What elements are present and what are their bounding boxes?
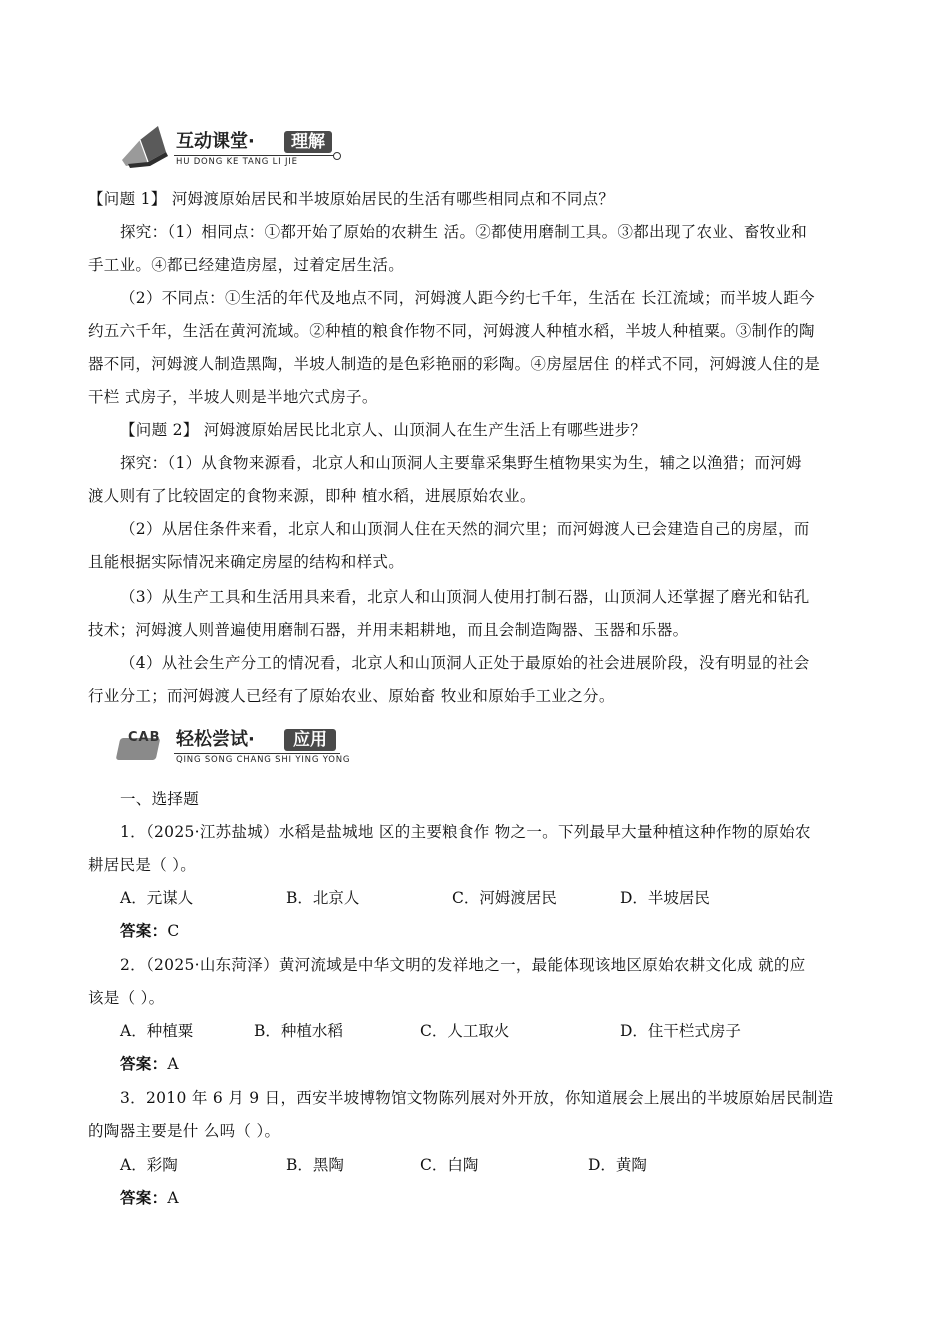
exercise-3-line-1: 3．2010 年 6 月 9 日，西安半坡博物馆文物陈列展对外开放，你知道展会上展出的半坡原始居民制造: [120, 1089, 834, 1107]
circle-ornament-icon: [332, 151, 342, 161]
banner-main-text: 互动课堂·: [176, 131, 255, 152]
exercise-1-line-1: 1．（2025·江苏盐城）水稻是盐城地 区的主要粮食作 物之一。下列最早大量种植这种作物的原始农: [120, 823, 811, 841]
banner-pinyin: QING SONG CHANG SHI YING YONG: [176, 755, 351, 765]
exercise-heading: 一、选择题: [120, 790, 200, 808]
answer-label: 答案：: [120, 1188, 168, 1207]
exercise-1-option-c[interactable]: C．河姆渡居民: [452, 889, 557, 907]
exercise-3-option-b[interactable]: B．黑陶: [286, 1156, 344, 1174]
exercise-2-answer: [120, 1047, 900, 1081]
q2-explore-line-5: （3）从生产工具和生活用具来看，北京人和山顶洞人使用打制石器，山顶洞人还掌握了磨光和钻孔: [120, 588, 810, 606]
banner-underline: [174, 753, 340, 754]
q2-explore-line-7: （4）从社会生产分工的情况看，北京人和山顶洞人正处于最原始的社会进展阶段，没有明显的社会: [120, 654, 810, 672]
exercise-3-option-c[interactable]: C．白陶: [420, 1156, 479, 1174]
exercise-1-option-a[interactable]: A．元谋人: [120, 889, 194, 907]
banner-highlight: 理解: [284, 131, 332, 153]
q2-explore-line-1: 探究：（1）从食物来源看，北京人和山顶洞人主要靠采集野生植物果实为生，辅之以渔猎；而河姆: [120, 454, 802, 472]
exercise-2-option-a[interactable]: A．种植粟: [120, 1022, 194, 1040]
logo-letters: CAB: [128, 730, 161, 745]
banner-pinyin: HU DONG KE TANG LI JIE: [176, 157, 298, 167]
exercise-2-line-1: 2．（2025·山东菏泽）黄河流域是中华文明的发祥地之一，最能体现该地区原始农耕文化成 就的应: [120, 956, 806, 974]
exercise-2-option-b[interactable]: B．种植水稻: [254, 1022, 343, 1040]
exercise-3-line-2: 的陶器主要是什 么吗（ ）。: [88, 1122, 281, 1140]
exercise-3-option-a[interactable]: A．彩陶: [120, 1156, 178, 1174]
q2-explore-line-2: 渡人则有了比较固定的食物来源，即种 植水稻，进展原始农业。: [88, 487, 536, 505]
q1-explore-line-4: 约五六千年，生活在黄河流域。②种植的粮食作物不同，河姆渡人种植水稻，半坡人种植粟。③制作的陶: [88, 322, 815, 340]
q2-explore-line-4: 且能根据实际情况来确定房屋的结构和样式。: [88, 553, 405, 571]
answer-value: C: [167, 922, 180, 940]
exercise-1-option-d[interactable]: D．半坡居民: [620, 889, 710, 907]
section-banner-apply: [118, 720, 351, 768]
exercise-1-option-b[interactable]: B．北京人: [286, 889, 360, 907]
q1-explore-line-1: 探究：（1）相同点：①都开始了原始的农耕生 活。②都使用磨制工具。③都出现了农业、畜牧业和: [120, 223, 808, 241]
q1-explore-line-2: 手工业。④都已经建造房屋，过着定居生活。: [88, 256, 405, 274]
exercise-2-line-2: 该是（ ）。: [88, 989, 165, 1007]
book-logo-icon: [118, 122, 174, 168]
answer-value: A: [167, 1055, 179, 1073]
q2-explore-line-3: （2）从居住条件来看，北京人和山顶洞人住在天然的洞穴里；而河姆渡人已会建造自己的房屋，而: [120, 520, 810, 538]
question-2-heading: 【问题 2】 河姆渡原始居民比北京人、山顶洞人在生产生活上有哪些进步？: [120, 421, 647, 439]
q1-explore-line-6: 干栏 式房子，半坡人则是半地穴式房子。: [88, 388, 378, 406]
banner-underline: [174, 155, 334, 156]
answer-label: 答案：: [120, 1054, 168, 1073]
q1-explore-line-3: （2）不同点：①生活的年代及地点不同，河姆渡人距今约七千年，生活在 长江流域；而半坡人距今: [120, 289, 815, 307]
exercise-1-answer: [120, 914, 900, 948]
banner-highlight: 应用: [284, 729, 336, 751]
answer-label: 答案：: [120, 921, 168, 940]
q2-explore-line-6: 技术；河姆渡人则普遍使用磨制石器，并用耒耜耕地，而且会制造陶器、玉器和乐器。: [88, 621, 689, 639]
banner-main-text: 轻松尝试·: [176, 729, 255, 750]
exercise-2-option-d[interactable]: D．住干栏式房子: [620, 1022, 741, 1040]
exercise-3-answer: [120, 1181, 900, 1215]
q1-explore-line-5: 器不同，河姆渡人制造黑陶，半坡人制造的是色彩艳丽的彩陶。④房屋居住 的样式不同，河姆渡人住的是: [88, 355, 821, 373]
exercise-1-line-2: 耕居民是（ ）。: [88, 856, 197, 874]
question-1-heading: 【问题 1】 河姆渡原始居民和半坡原始居民的生活有哪些相同点和不同点？: [88, 190, 615, 208]
section-banner-interactive: [118, 122, 348, 170]
q2-explore-line-8: 行业分工；而河姆渡人已经有了原始农业、原始畜 牧业和原始手工业之分。: [88, 687, 615, 705]
exercise-3-option-d[interactable]: D．黄陶: [588, 1156, 647, 1174]
exercise-2-option-c[interactable]: C．人工取火: [420, 1022, 510, 1040]
answer-value: A: [167, 1189, 179, 1207]
abc-logo-icon: [118, 724, 170, 764]
